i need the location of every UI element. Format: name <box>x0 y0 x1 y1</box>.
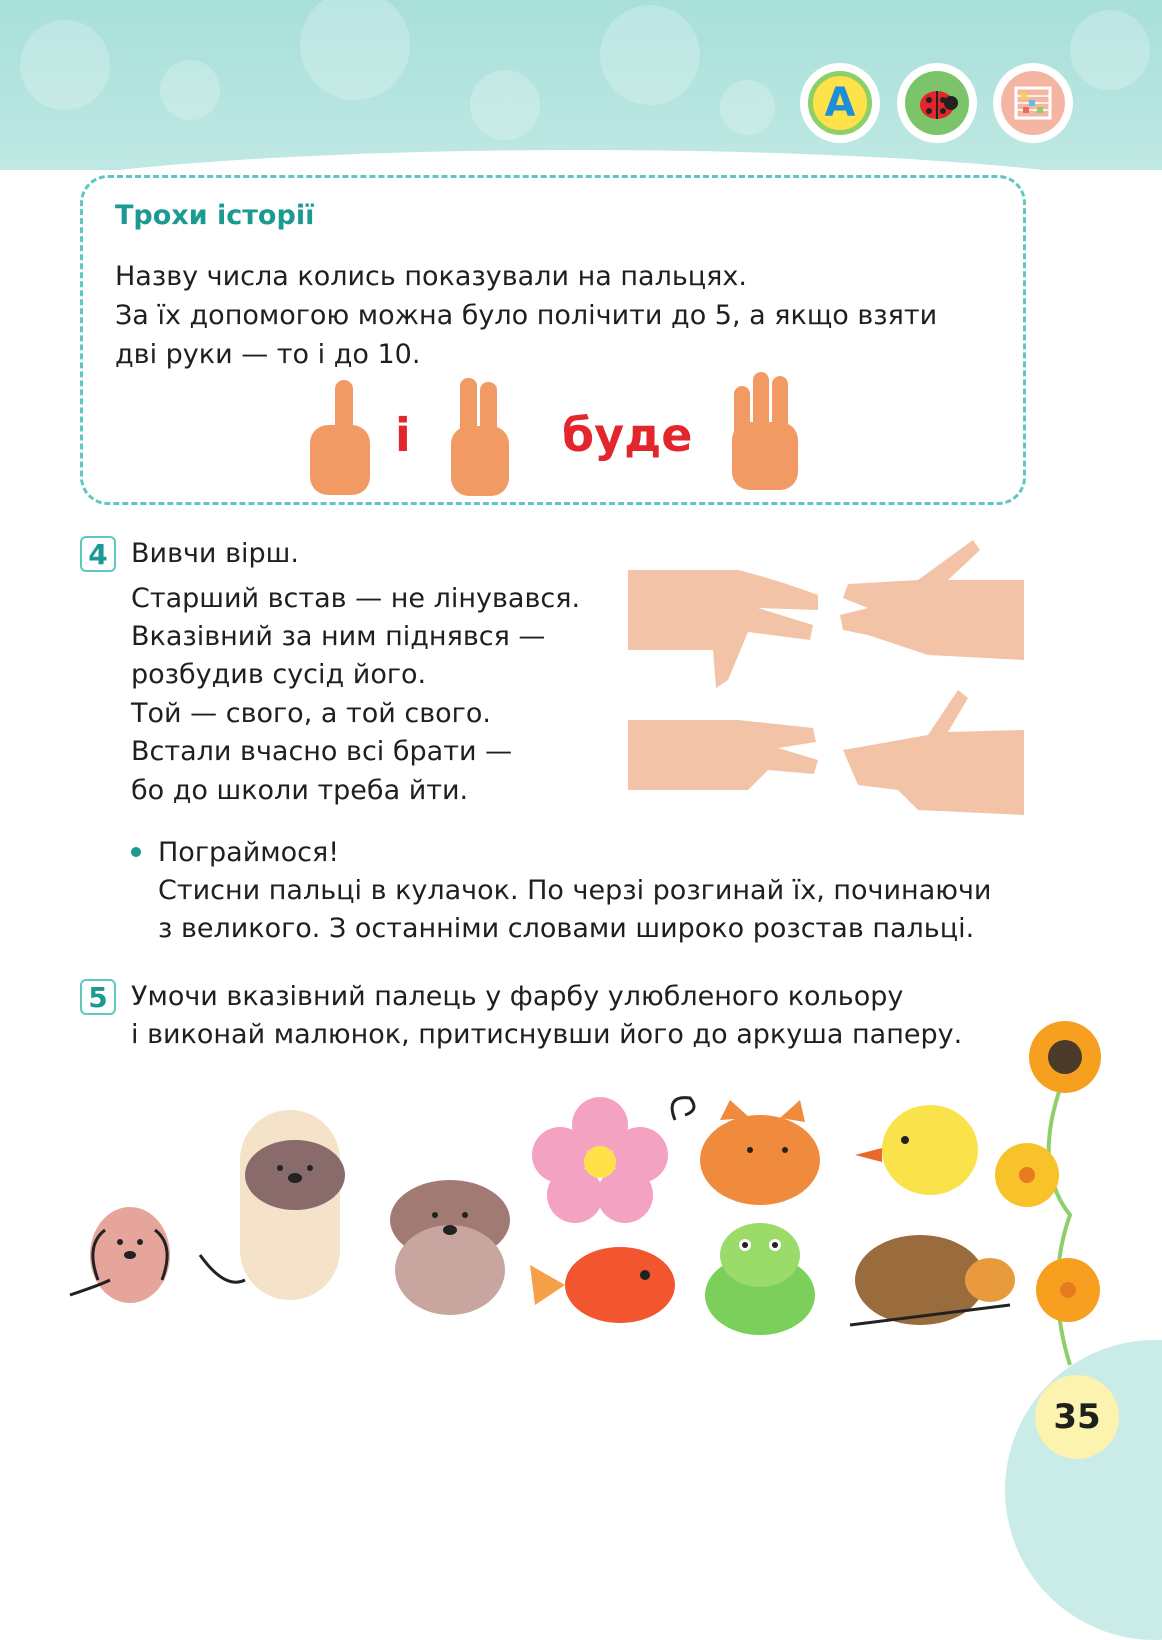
hands-counting-photo <box>628 540 1024 825</box>
poem-line: Старший встав — не лінувався. <box>131 583 581 614</box>
poem-line: Той — свого, а той свого. <box>131 698 491 729</box>
task5-line: Умочи вказівний палець у фарбу улюбленого кольору <box>131 981 904 1012</box>
two-finger-hand-icon <box>448 378 513 496</box>
history-text <box>115 257 1015 374</box>
letter-badge <box>800 63 880 143</box>
word-will-be: буде <box>562 408 693 462</box>
poem-line: бо до школи треба йти. <box>131 775 469 806</box>
frog-drawing <box>705 1223 815 1335</box>
history-line: Назву числа колись показували на пальцях. <box>115 261 747 292</box>
poem-line: Вказівний за ним піднявся — <box>131 621 546 652</box>
decor-bubble <box>720 80 775 135</box>
header-band <box>0 0 1162 170</box>
poem-line: розбудив сусід його. <box>131 659 427 690</box>
decor-bubble <box>470 70 540 140</box>
ladybug-icon <box>905 71 969 135</box>
sunflowers-decoration <box>990 1015 1110 1375</box>
abacus-icon <box>1001 71 1065 135</box>
cat-drawing <box>672 1098 820 1205</box>
game-line: з великого. З останніми словами широко розстав пальці. <box>158 913 975 944</box>
decor-bubble <box>1070 10 1150 90</box>
game-line: Стисни пальці в кулачок. По черзі розгинай їх, починаючи <box>158 875 992 906</box>
fingerprint-drawings <box>60 1080 1020 1350</box>
ladybug-badge <box>897 63 977 143</box>
task4-instruction: Вивчи вірш. <box>131 538 299 569</box>
chick-drawing <box>855 1105 978 1195</box>
letter-a-icon: A <box>808 71 872 135</box>
task5-line: і виконай малюнок, притиснувши його до аркуша паперу. <box>131 1019 963 1050</box>
decor-bubble <box>20 20 110 110</box>
history-line: За їх допомогою можна було полічити до 5, а якщо взяти <box>115 300 938 331</box>
task-number-5: 5 <box>80 979 116 1015</box>
puppy-drawing <box>390 1180 510 1315</box>
history-title: Трохи історії <box>115 200 315 231</box>
task-number-4: 4 <box>80 536 116 572</box>
decor-bubble <box>600 5 700 105</box>
bullet-dot <box>131 847 141 857</box>
fish-drawing <box>530 1247 675 1323</box>
page-number: 35 <box>1035 1375 1119 1459</box>
dog-drawing <box>70 1207 170 1303</box>
word-and: і <box>395 408 411 462</box>
three-finger-hand-icon <box>730 372 802 490</box>
decor-bubble <box>160 60 220 120</box>
one-finger-hand-icon <box>305 380 375 495</box>
history-line: дві руки — то і до 10. <box>115 339 421 370</box>
poem-line: Встали вчасно всі брати — <box>131 736 513 767</box>
abacus-badge <box>993 63 1073 143</box>
pug-drawing <box>200 1110 345 1300</box>
game-title: Пограймося! <box>158 837 340 868</box>
flower-drawing <box>532 1097 668 1223</box>
decor-bubble <box>300 0 410 100</box>
